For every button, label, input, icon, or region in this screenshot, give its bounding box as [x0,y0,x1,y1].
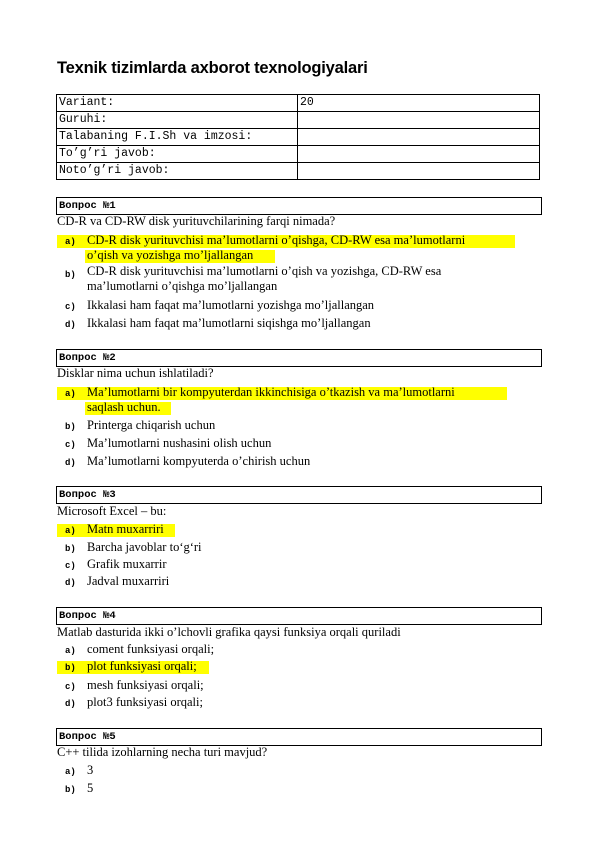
option-marker: c) [65,682,76,692]
info-value: 20 [298,95,540,112]
option-text: 5 [87,781,94,795]
question-header: Вопрос №5 [56,728,542,746]
option-marker: c) [65,561,76,571]
info-value [298,146,540,163]
option-marker: d) [65,699,76,709]
option-text: Ma’lumotlarni kompyuterda o’chirish uchun [87,454,311,468]
option-text: CD-R disk yurituvchisi ma’lumotlarni o’qishga, CD-RW esa ma’lumotlarni [87,233,466,247]
option-text: Matn muxarriri [87,522,164,536]
option-marker: b) [65,270,76,280]
question-header: Вопрос №3 [56,486,542,504]
option-marker: a) [65,526,76,536]
info-row-correct [57,146,540,163]
option-marker: b) [65,544,76,554]
info-row-variant [57,95,540,112]
option-marker: a) [65,767,76,777]
option-marker: d) [65,458,76,468]
option-marker: b) [65,422,76,432]
option-marker: b) [65,663,76,673]
info-value [298,129,540,146]
info-row-student [57,129,540,146]
question-text: CD-R va CD-RW disk yurituvchilarining farqi nimada? [57,214,336,228]
question-text: Disklar nima uchun ishlatiladi? [57,366,214,380]
info-row-group [57,112,540,129]
option-text: plot funksiyasi orqali; [87,659,197,673]
option-text: saqlash uchun. [87,400,161,414]
question-text: Microsoft Excel – bu: [57,504,167,518]
option-marker: c) [65,302,76,312]
option-text: Ma’lumotlarni bir kompyuterdan ikkinchisiga o’tkazish va ma’lumotlarni [87,385,455,399]
option-text: o’qish va yozishga mo’ljallangan [87,248,254,262]
option-text: Printerga chiqarish uchun [87,418,216,432]
option-marker: d) [65,320,76,330]
option-text: 3 [87,763,94,777]
info-label: Variant: [57,95,298,112]
option-text: CD-R disk yurituvchisi ma’lumotlarni o’qish va yozishga, CD-RW esa [87,264,442,278]
question-text: C++ tilida izohlarning necha turi mavjud? [57,745,268,759]
option-marker: b) [65,785,76,795]
info-label: To’g’ri javob: [57,146,298,163]
option-text: Ikkalasi ham faqat ma’lumotlarni siqishga mo’ljallangan [87,316,371,330]
info-label: Noto’g’ri javob: [57,163,298,180]
info-label: Talabaning F.I.Sh va imzosi: [57,129,298,146]
question-header: Вопрос №4 [56,607,542,625]
page-title: Texnik tizimlarda axborot texnologiyalari [57,59,368,77]
option-marker: a) [65,646,76,656]
option-text: mesh funksiyasi orqali; [87,678,204,692]
option-text: Ikkalasi ham faqat ma’lumotlarni yozishga mo’ljallangan [87,298,375,312]
info-row-incorrect [57,163,540,180]
option-marker: a) [65,389,76,399]
option-text: ma’lumotlarni o’qishga mo’ljallangan [87,279,278,293]
option-text: coment funksiyasi orqali; [87,642,215,656]
question-header: Вопрос №1 [56,197,542,215]
option-marker: d) [65,578,76,588]
question-text: Matlab dasturida ikki o’lchovli grafika qaysi funksiya orqali quriladi [57,625,401,639]
info-label: Guruhi: [57,112,298,129]
info-value [298,112,540,129]
option-marker: c) [65,440,76,450]
option-text: Grafik muxarrir [87,557,167,571]
option-text: Ma’lumotlarni nushasini olish uchun [87,436,272,450]
info-value [298,163,540,180]
student-info-table [56,94,540,180]
option-text: plot3 funksiyasi orqali; [87,695,203,709]
option-text: Jadval muxarriri [87,574,170,588]
option-marker: a) [65,237,76,247]
question-header: Вопрос №2 [56,349,542,367]
option-text: Barcha javoblar to‘g‘ri [87,540,202,554]
